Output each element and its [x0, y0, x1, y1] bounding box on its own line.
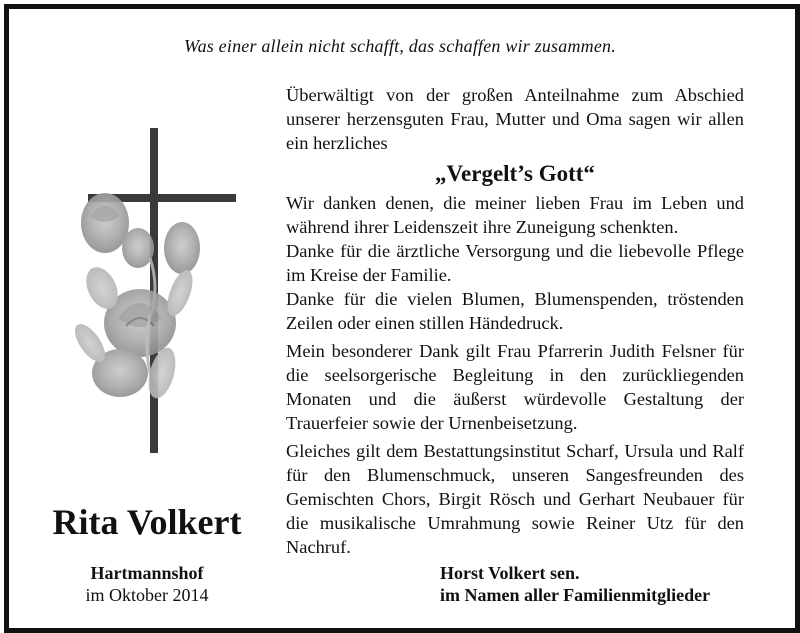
roses-icon [69, 193, 200, 401]
cross-with-roses-illustration [60, 118, 260, 498]
signature [440, 562, 770, 606]
place-date [36, 562, 258, 606]
place: Hartmannshof [90, 563, 204, 583]
paragraph: Danke für die vielen Blumen, Blumenspenden, tröstenden Zeilen oder einen stillen Händedruck. [286, 289, 744, 333]
paragraph: Danke für die ärztliche Versorgung und die liebevolle Pflege im Kreise der Familie. [286, 241, 744, 285]
date: im Oktober 2014 [85, 585, 209, 605]
thanks-heading: „Vergelt’s Gott“ [435, 161, 595, 186]
paragraph: Mein besonderer Dank gilt Frau Pfarrerin Judith Felsner für die seelsorgerische Begleitung in den zurückliegenden Monaten und die äußerst würdevolle Gestaltung der Trauerfeier sowie der Urnenbeisetzung. [286, 341, 744, 433]
paragraph: Wir danken denen, die meiner lieben Frau im Leben und während ihrer Leidenszeit ihre Zuneigung schenkten. [286, 193, 744, 237]
motto: Was einer allein nicht schafft, das schaffen wir zusammen. [184, 36, 616, 56]
intro-paragraph: Überwältigt von der großen Anteilnahme zum Abschied unserer herzensguten Frau, Mutter und Oma sagen wir allen ein herzliches [286, 85, 744, 153]
signature-line: im Namen aller Familienmitglieder [440, 585, 711, 605]
paragraph: Gleiches gilt dem Bestattungsinstitut Scharf, Ursula und Ralf für den Blumenschmuck, unseren Sangesfreunden des Gemischten Chors, Birgit Rösch und Gerhart Neubauer für die musikalische Umrahmung sowie Reiner Utz für den Nachruf. [286, 441, 744, 557]
signature-name: Horst Volkert sen. [440, 563, 580, 583]
thank-you-text [286, 83, 744, 559]
deceased-name: Rita Volkert [52, 502, 242, 542]
